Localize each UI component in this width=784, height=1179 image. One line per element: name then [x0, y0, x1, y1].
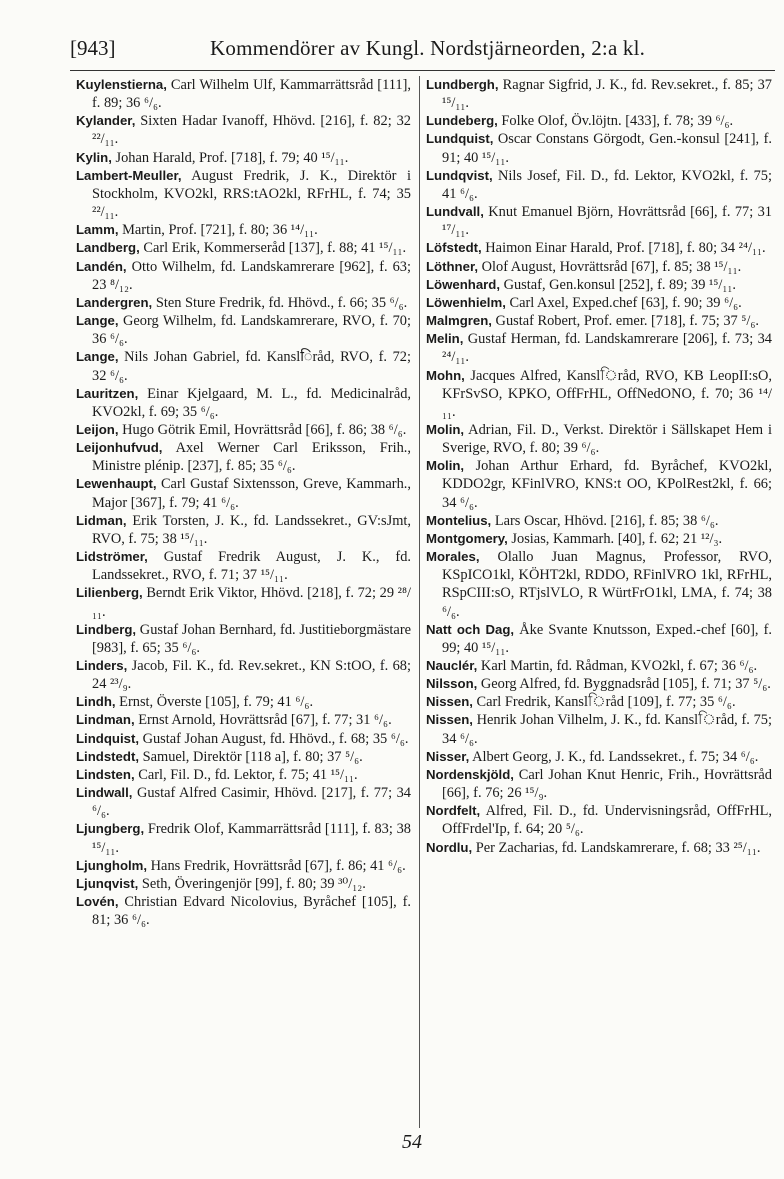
entry-name: Nordlu, [426, 839, 473, 855]
entry-name: Ljungberg, [76, 821, 145, 837]
entry-text: Carl, Fil. D., fd. Lektor, f. 75; 41 ¹⁵/₁₁. [134, 766, 358, 783]
list-item [76, 76, 411, 112]
entry-text: Sten Sture Fredrik, fd. Hhövd., f. 66; 35 ⁶/₆. [152, 294, 408, 311]
list-item [426, 112, 772, 130]
list-item [76, 348, 411, 384]
list-item [76, 294, 411, 312]
entry-name: Lange, [76, 349, 119, 365]
list-item [426, 748, 772, 766]
entry-text: Ernst Arnold, Hovrättsråd [67], f. 77; 31 ⁶/₆. [134, 712, 392, 729]
list-item [426, 657, 772, 675]
entry-text: Per Zacharias, fd. Landskamrerare, f. 68; 33 ²⁵/₁₁. [472, 839, 761, 856]
entry-name: Montgomery, [426, 530, 508, 546]
entry-text: Johan Arthur Erhard, fd. Byråchef, KVO2kl, KDDO2gr, KFinlVRO, KNS:t OO, KPolRest2kl, f. 66; 34 ⁶/₆. [442, 458, 772, 511]
list-item [76, 221, 411, 239]
entry-name: Lundbergh, [426, 77, 499, 92]
entry-text: Olof August, Hovrättsråd [67], f. 85; 38 ¹⁵/₁₁. [478, 258, 742, 275]
entry-name: Mohn, [426, 367, 465, 383]
entry-name: Löfstedt, [426, 240, 482, 256]
entry-text: Gustaf Fredrik August, J. K., fd. Landssekret., RVO, f. 71; 37 ¹⁵/₁₁. [92, 549, 411, 584]
list-item [426, 130, 772, 166]
list-item [76, 711, 411, 729]
entry-text: Olallo Juan Magnus, Professor, RVO, KSpICO1kl, KÖHT2kl, RDDO, RFinlVRO 1kl, RFrHL, RSpCIII:sO, RTjslVLO, R WürtFrO1kl, LMA, f. 74; 38 ⁶/₆. [442, 549, 772, 620]
entry-name: Lidman, [76, 512, 127, 528]
entry-text: Carl Johan Knut Henric, Frih., Hovrättsråd [66], f. 76; 26 ¹⁵/₉. [442, 766, 772, 802]
entry-text: Albert Georg, J. K., fd. Landssekret., f. 75; 34 ⁶/₆. [469, 748, 759, 765]
list-item [76, 748, 411, 766]
entry-name: Malmgren, [426, 313, 492, 329]
entry-text: Einar Kjelgaard, M. L., fd. Medicinalråd, KVO2kl, f. 69; 35 ⁶/₆. [92, 385, 411, 420]
list-item [426, 330, 772, 366]
entry-text: Gustaf Alfred Casimir, Hhövd. [217], f. 77; 34 ⁶/₆. [92, 785, 411, 820]
list-item [76, 512, 411, 548]
entry-name: Lauritzen, [76, 385, 139, 401]
entry-text: Georg Alfred, fd. Byggnadsråd [105], f. 71; 37 ⁵/₆. [477, 676, 771, 693]
list-item [426, 693, 772, 711]
column-divider [419, 76, 420, 1128]
list-item [426, 294, 772, 312]
entry-text: Axel Werner Carl Eriksson, Frih., Ministre plénip. [237], f. 85; 35 ⁶/₆. [92, 440, 411, 475]
entry-name: Lindh, [76, 694, 116, 710]
list-item [426, 367, 772, 421]
list-item [76, 239, 411, 257]
entry-name: Nordfelt, [426, 803, 481, 819]
entry-name: Kylander, [76, 113, 136, 129]
entry-text: Sixten Hadar Ivanoff, Hhövd. [216], f. 82; 32 ²²/₁₁. [92, 113, 411, 148]
entry-name: Lundeberg, [426, 113, 498, 129]
entry-name: Lindsten, [76, 766, 135, 782]
entry-text: Samuel, Direktör [118 a], f. 80; 37 ⁵/₆. [139, 748, 363, 765]
entry-text: Gustaf Johan Bernhard, fd. Justitieborgmästare [983], f. 65; 35 ⁶/₆. [92, 621, 411, 656]
entry-text: Karl Martin, fd. Rådman, KVO2kl, f. 67; 36 ⁶/₆. [477, 658, 758, 674]
entry-name: Lamm, [76, 222, 119, 238]
entry-text: Hugo Götrik Emil, Hovrättsråd [66], f. 86; 38 ⁶/₆. [118, 421, 407, 438]
list-item [76, 421, 411, 439]
entry-name: Kylin, [76, 149, 112, 165]
entry-text: Gustaf Johan August, fd. Hhövd., f. 68; 35 ⁶/₆. [139, 730, 409, 747]
entry-text: Georg Wilhelm, fd. Landskamrerare, RVO, f. 70; 36 ⁶/₆. [92, 313, 411, 348]
list-item [76, 875, 411, 893]
entry-name: Lidströmer, [76, 549, 148, 565]
list-item [426, 76, 772, 112]
entry-text: Berndt Erik Viktor, Hhövd. [218], f. 72; 29 ²⁸/₁₁. [92, 585, 411, 620]
list-item [426, 258, 772, 276]
entry-text: Carl Gustaf Sixtensson, Greve, Kammarh., Major [367], f. 79; 41 ⁶/₆. [92, 476, 411, 511]
entry-name: Lange, [76, 313, 119, 329]
entry-name: Lundvall, [426, 204, 484, 220]
entry-text: Otto Wilhelm, fd. Landskamrerare [962], f. 63; 23 ⁸/₁₂. [92, 258, 411, 293]
right-column [426, 76, 772, 857]
entry-text: Folke Olof, Öv.löjtn. [433], f. 78; 39 ⁶/₆. [497, 113, 734, 130]
entry-text: Åke Svante Knutsson, Exped.-chef [60], f. 99; 40 ¹⁵/₁₁. [442, 621, 773, 656]
list-item [426, 675, 772, 693]
entry-text: Johan Harald, Prof. [718], f. 79; 40 ¹⁵/₁₁. [111, 149, 349, 166]
entry-name: Nilsson, [426, 676, 478, 692]
entry-text: Carl Erik, Kommerseråd [137], f. 88; 41 ¹⁵/₁₁. [139, 240, 407, 257]
entry-name: Nissen, [426, 712, 473, 728]
list-item [76, 149, 411, 167]
entry-name: Kuylenstierna, [76, 77, 167, 92]
list-item [76, 857, 411, 875]
list-item [426, 548, 772, 621]
list-item [76, 312, 411, 348]
entry-text: Gustaf Herman, fd. Landskamrerare [206], f. 73; 34 ²⁴/₁₁. [442, 331, 772, 366]
entry-name: Molin, [426, 421, 465, 437]
list-item [76, 730, 411, 748]
entry-name: Natt och Dag, [426, 621, 515, 637]
entry-text: Jacob, Fil. K., fd. Rev.sekret., KN S:tOO, f. 68; 24 ²³/₉. [92, 658, 411, 693]
entry-name: Leijon, [76, 421, 119, 437]
entry-text: Haimon Einar Harald, Prof. [718], f. 80; 34 ²⁴/₁₁. [481, 240, 766, 257]
entry-name: Nauclér, [426, 658, 478, 673]
list-item [426, 167, 772, 203]
list-item [426, 621, 772, 657]
entry-name: Lovén, [76, 894, 119, 910]
list-item [76, 621, 411, 657]
list-item [76, 439, 411, 475]
page-number: [943] [70, 36, 116, 60]
entry-text: August Fredrik, J. K., Direktör i Stockholm, KVO2kl, RRS:tAO2kl, RFrHL, f. 74; 35 ²²/₁₁. [92, 167, 411, 221]
entry-name: Molin, [426, 458, 465, 474]
entry-name: Landén, [76, 258, 127, 274]
entry-text: Gustaf, Gen.konsul [252], f. 89; 39 ¹⁵/₁₁. [500, 276, 736, 293]
header-rule [70, 70, 775, 71]
page-folio: 54 [402, 1131, 422, 1153]
entry-name: Nordenskjöld, [426, 766, 514, 782]
entry-text: Lars Oscar, Hhövd. [216], f. 85; 38 ⁶/₆. [491, 512, 719, 529]
entry-name: Lundquist, [426, 131, 494, 147]
entry-name: Lindstedt, [76, 748, 140, 764]
list-item [426, 276, 772, 294]
list-item [76, 693, 411, 711]
entry-name: Leijonhufvud, [76, 440, 163, 456]
entry-text: Adrian, Fil. D., Verkst. Direktör i Sällskapet Hem i Sverige, RVO, f. 80; 39 ⁶/₆. [442, 421, 772, 457]
list-item [426, 457, 772, 511]
entry-name: Montelius, [426, 512, 492, 528]
list-item [426, 711, 772, 747]
list-item [426, 203, 772, 239]
list-item [76, 548, 411, 584]
entry-text: Oscar Constans Görgodt, Gen.-konsul [241], f. 91; 40 ¹⁵/₁₁. [442, 131, 772, 166]
list-item [76, 258, 411, 294]
entry-text: Ernst, Överste [105], f. 79; 41 ⁶/₆. [115, 694, 314, 711]
running-title: Kommendörer av Kungl. Nordstjärneorden, 2:a kl. [210, 36, 646, 60]
entry-name: Löwenhielm, [426, 294, 506, 310]
list-item [76, 385, 411, 421]
list-item [76, 112, 411, 148]
list-item [76, 893, 411, 929]
entry-name: Linders, [76, 658, 128, 673]
entry-name: Lewenhaupt, [76, 476, 157, 492]
entry-text: Jacques Alfred, Kanslিråd, RVO, KB LeopII:sO, KFrSvSO, KPKO, OffFrHL, OffNedONO, f. 70; 36 ¹⁴/₁₁. [442, 367, 772, 420]
list-item [426, 802, 772, 838]
entry-name: Lilienberg, [76, 585, 143, 601]
entry-name: Ljunqvist, [76, 875, 139, 891]
entry-name: Melin, [426, 331, 464, 347]
list-item [426, 239, 772, 257]
list-item [76, 784, 411, 820]
entry-text: Josias, Kammarh. [40], f. 62; 21 ¹²/₃. [507, 530, 723, 547]
entry-text: Seth, Överingenjör [99], f. 80; 39 ³⁰/₁₂. [138, 875, 366, 892]
list-item [76, 820, 411, 856]
list-item [76, 766, 411, 784]
entry-text: Christian Edvard Nicolovius, Byråchef [105], f. 81; 36 ⁶/₆. [92, 894, 411, 929]
list-item [76, 167, 411, 221]
list-item [76, 475, 411, 511]
entry-text: Knut Emanuel Björn, Hovrättsråd [66], f. 77; 31 ¹⁷/₁₁. [442, 204, 772, 239]
entry-name: Löthner, [426, 258, 479, 274]
entry-name: Lindman, [76, 712, 135, 728]
entry-text: Ragnar Sigfrid, J. K., fd. Rev.sekret., f. 85; 37 ¹⁵/₁₁. [442, 77, 772, 112]
list-item [426, 421, 772, 457]
list-item [426, 839, 772, 857]
list-item [426, 312, 772, 330]
entry-name: Morales, [426, 549, 480, 565]
entry-text: Carl Axel, Exped.chef [63], f. 90; 39 ⁶/₆. [505, 294, 742, 311]
list-item [76, 584, 411, 620]
entry-text: Erik Torsten, J. K., fd. Landssekret., GV:sJmt, RVO, f. 75; 38 ¹⁵/₁₁. [92, 512, 411, 547]
entry-name: Lindberg, [76, 621, 137, 637]
entry-text: Hans Fredrik, Hovrättsråd [67], f. 86; 41 ⁶/₆. [147, 857, 406, 874]
entry-text: Carl Fredrik, Kanslিråd [109], f. 77; 35 ⁶/₆. [472, 694, 736, 711]
entry-name: Lambert-Meuller, [76, 167, 182, 183]
entry-text: Henrik Johan Vilhelm, J. K., fd. Kanslিråd, f. 75; 34 ⁶/₆. [442, 712, 772, 747]
entry-text: Alfred, Fil. D., fd. Undervisningsråd, OffFrHL, OffFrdel'Ip, f. 64; 20 ⁵/₆. [442, 803, 772, 838]
entry-name: Ljungholm, [76, 857, 148, 873]
entry-name: Nissen, [426, 694, 473, 710]
entry-name: Lindquist, [76, 730, 139, 746]
entry-text: Carl Wilhelm Ulf, Kammarrättsråd [111], f. 89; 36 ⁶/₆. [92, 77, 411, 112]
list-item [426, 766, 772, 802]
entry-text: Nils Johan Gabriel, fd. Kanslिråd, RVO, f. 72; 32 ⁶/₆. [92, 349, 411, 384]
entry-name: Löwenhard, [426, 276, 500, 292]
entry-name: Nisser, [426, 748, 470, 764]
entry-name: Lindwall, [76, 785, 133, 801]
entry-text: Martin, Prof. [721], f. 80; 36 ¹⁴/₁₁. [118, 222, 318, 239]
entry-text: Nils Josef, Fil. D., fd. Lektor, KVO2kl, f. 75; 41 ⁶/₆. [442, 167, 772, 202]
entry-name: Landergren, [76, 294, 153, 310]
page-header [70, 36, 760, 70]
entry-name: Landberg, [76, 240, 140, 256]
entry-text: Gustaf Robert, Prof. emer. [718], f. 75; 37 ⁵/₆. [491, 313, 759, 330]
list-item [76, 657, 411, 693]
entry-text: Fredrik Olof, Kammarrättsråd [111], f. 83; 38 ¹⁵/₁₁. [92, 821, 411, 856]
left-column [76, 76, 411, 929]
entry-name: Lundqvist, [426, 167, 493, 183]
list-item [426, 512, 772, 530]
list-item [426, 530, 772, 548]
